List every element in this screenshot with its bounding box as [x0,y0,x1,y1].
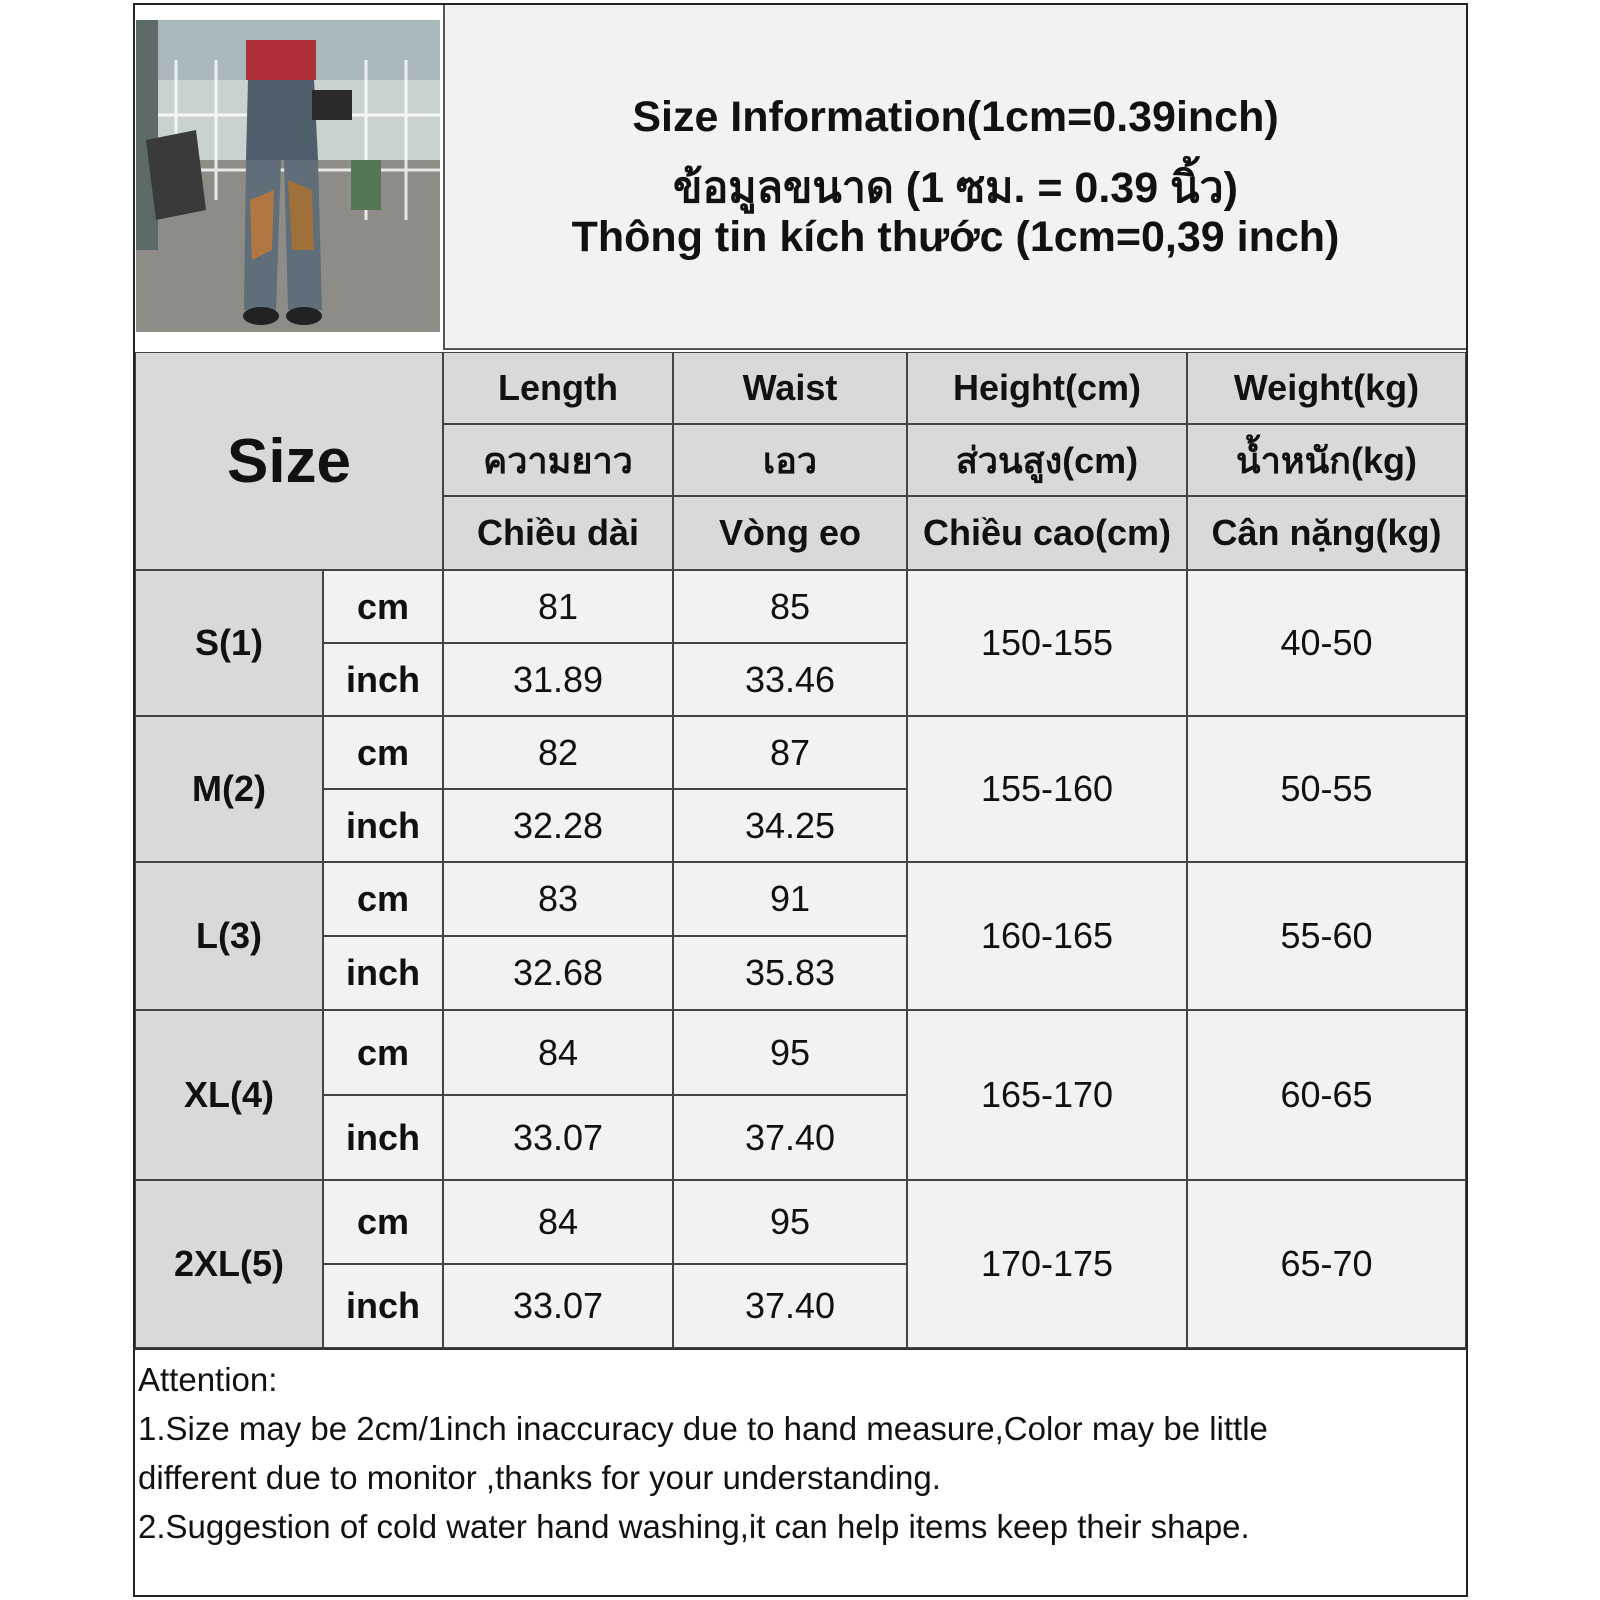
height-l: 160-165 [907,862,1187,1010]
unit-cm: cm [323,1180,443,1264]
col-header-waist-en: Waist [673,352,907,424]
unit-cm: cm [323,862,443,936]
length-inch-s: 31.89 [443,643,673,716]
weight-l: 55-60 [1187,862,1466,1010]
size-label-xl: XL(4) [135,1010,323,1180]
waist-inch-l: 35.83 [673,936,907,1010]
attention-line-3: 2.Suggestion of cold water hand washing,it can help items keep their shape. [138,1508,1250,1545]
col-header-waist-th: เอว [673,424,907,496]
unit-inch: inch [323,1095,443,1180]
size-label-s: S(1) [135,570,323,716]
waist-cm-2xl: 95 [673,1180,907,1264]
divider [133,1348,1468,1350]
weight-m: 50-55 [1187,716,1466,862]
waist-inch-xl: 37.40 [673,1095,907,1180]
waist-inch-s: 33.46 [673,643,907,716]
col-header-waist-vi: Vòng eo [673,496,907,570]
size-label-2xl: 2XL(5) [135,1180,323,1348]
size-label-m: M(2) [135,716,323,862]
title-vietnamese: Thông tin kích thước (1cm=0,39 inch) [571,213,1340,261]
waist-cm-l: 91 [673,862,907,936]
unit-inch: inch [323,789,443,862]
title-thai: ข้อมูลขนาด (1 ซม. = 0.39 นิ้ว) [673,164,1238,212]
waist-inch-2xl: 37.40 [673,1264,907,1348]
waist-cm-xl: 95 [673,1010,907,1095]
height-xl: 165-170 [907,1010,1187,1180]
attention-line-2: different due to monitor ,thanks for your understanding. [138,1459,941,1496]
col-header-height-th: ส่วนสูง(cm) [907,424,1187,496]
height-s: 150-155 [907,570,1187,716]
unit-cm: cm [323,570,443,643]
length-inch-2xl: 33.07 [443,1264,673,1348]
unit-cm: cm [323,1010,443,1095]
title-english: Size Information(1cm=0.39inch) [632,93,1279,141]
attention-notes [138,1355,1458,1551]
unit-inch: inch [323,643,443,716]
length-cm-2xl: 84 [443,1180,673,1264]
length-cm-xl: 84 [443,1010,673,1095]
unit-inch: inch [323,1264,443,1348]
size-header: Size [135,352,443,570]
unit-inch: inch [323,936,443,1010]
weight-xl: 60-65 [1187,1010,1466,1180]
length-inch-xl: 33.07 [443,1095,673,1180]
col-header-weight-th: น้ำหนัก(kg) [1187,424,1466,496]
col-header-length-vi: Chiều dài [443,496,673,570]
col-header-weight-vi: Cân nặng(kg) [1187,496,1466,570]
product-photo [136,20,440,332]
attention-heading: Attention: [138,1361,278,1398]
col-header-length-th: ความยาว [443,424,673,496]
length-inch-l: 32.68 [443,936,673,1010]
length-cm-s: 81 [443,570,673,643]
height-2xl: 170-175 [907,1180,1187,1348]
size-label-l: L(3) [135,862,323,1010]
attention-line-1: 1.Size may be 2cm/1inch inaccuracy due to hand measure,Color may be little [138,1410,1268,1447]
waist-inch-m: 34.25 [673,789,907,862]
weight-2xl: 65-70 [1187,1180,1466,1348]
waist-cm-m: 87 [673,716,907,789]
weight-s: 40-50 [1187,570,1466,716]
length-inch-m: 32.28 [443,789,673,862]
length-cm-l: 83 [443,862,673,936]
unit-cm: cm [323,716,443,789]
col-header-length-en: Length [443,352,673,424]
col-header-height-vi: Chiều cao(cm) [907,496,1187,570]
height-m: 155-160 [907,716,1187,862]
title-box [443,5,1466,350]
col-header-weight-en: Weight(kg) [1187,352,1466,424]
length-cm-m: 82 [443,716,673,789]
col-header-height-en: Height(cm) [907,352,1187,424]
waist-cm-s: 85 [673,570,907,643]
